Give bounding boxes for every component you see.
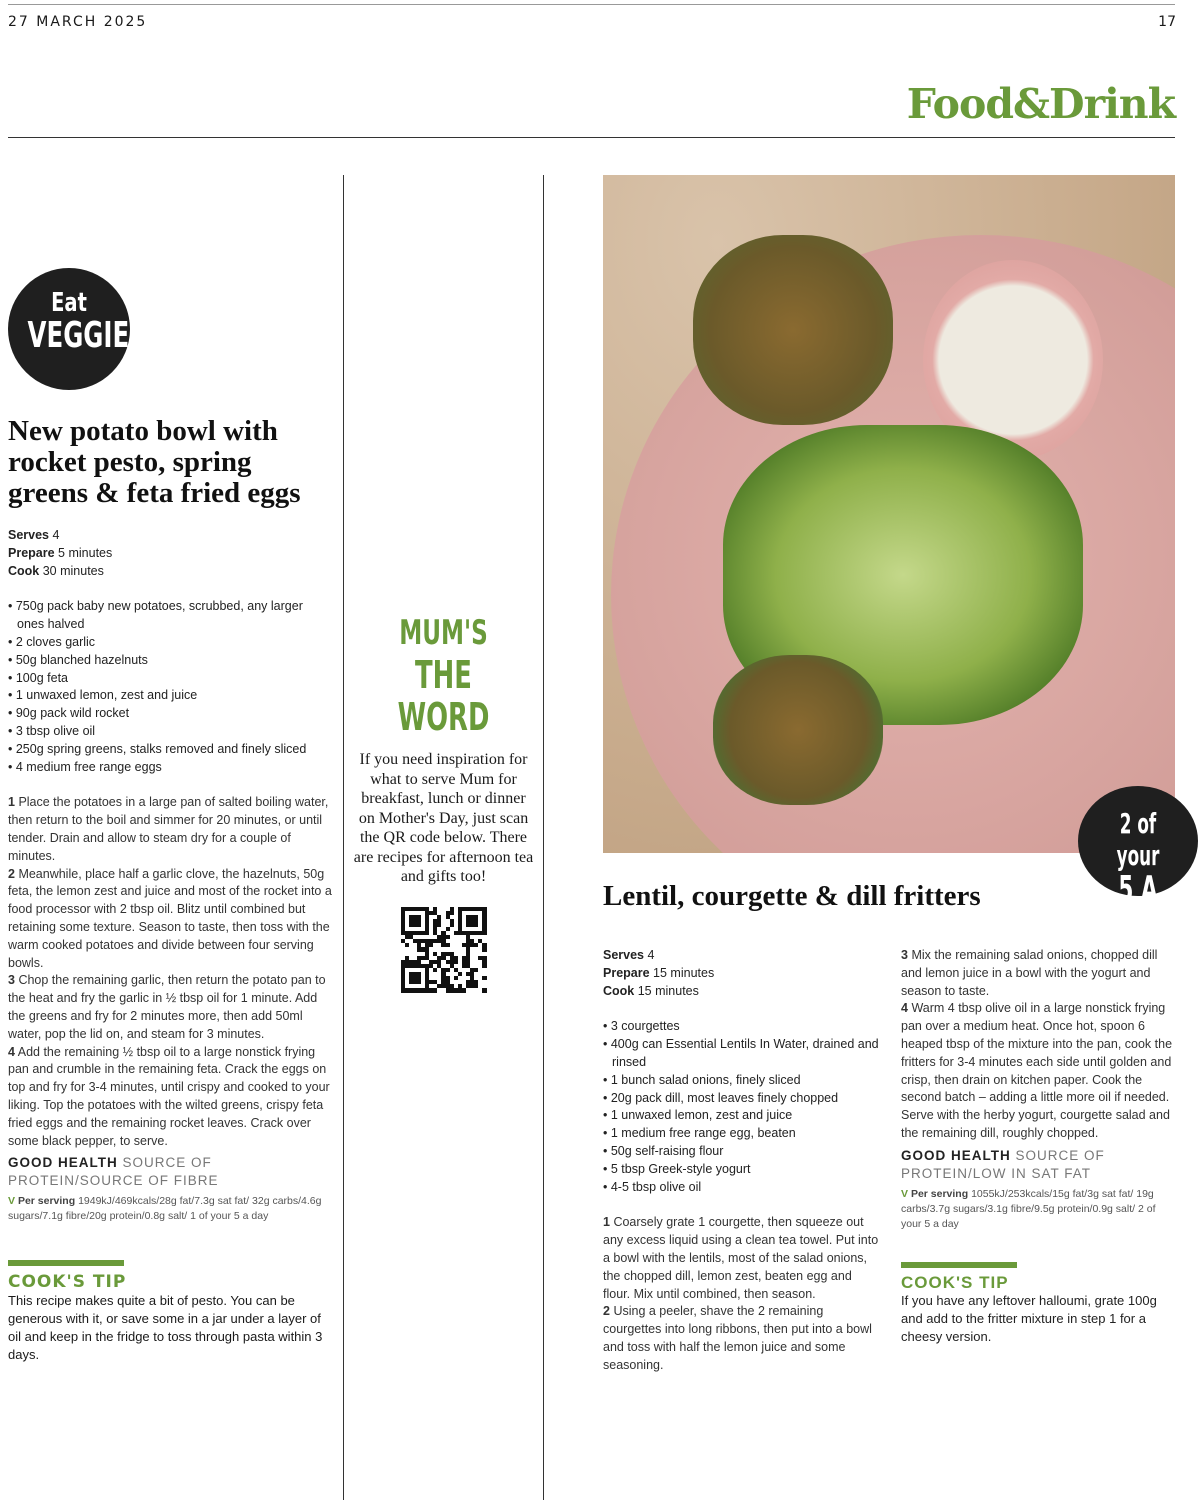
ingredient-item: • 100g feta: [8, 670, 333, 688]
nutrition: [901, 1187, 1175, 1232]
ingredient-item: • 50g blanched hazelnuts: [8, 652, 333, 670]
issue-date: 27 MARCH 2025: [8, 14, 148, 30]
ingredient-item: • 20g pack dill, most leaves finely chopped: [603, 1090, 880, 1108]
step-text: Warm 4 tbsp olive oil in a large nonstick frying pan over a medium heat. Once hot, spoon 6 heaped tbsp of the mixture into the pan, cook the fritters for 3-4 minutes each side until golden and crisp, then drain on kitchen paper. Cook the second batch – adding a little more oil if needed. Serve with the herby yogurt, courgette salad and the remaining dill, roughly chopped.: [901, 1001, 1173, 1140]
fritter: [693, 235, 893, 425]
ingredients-list: [8, 598, 333, 776]
heading-line1: MUM'S: [399, 613, 488, 653]
qr-module: [482, 988, 486, 992]
meta-label: Serves: [8, 528, 50, 542]
meta-label: Cook: [603, 983, 635, 998]
recipe-title: Lentil, courgette & dill fritters: [603, 880, 981, 912]
step-text: Mix the remaining salad onions, chopped dill and lemon juice in a bowl with the yogurt and season to taste.: [901, 948, 1158, 998]
nutrition-label: Per serving: [17, 1195, 76, 1208]
cooks-tip: [901, 1262, 1175, 1346]
good-health-label: GOOD HEALTH: [8, 1155, 118, 1171]
meta-row: [8, 527, 333, 545]
meta-label: Prepare: [603, 965, 650, 980]
recipe-title: New potato bowl with rocket pesto, spring greens & feta fried eggs: [8, 415, 301, 509]
fritter: [713, 655, 883, 805]
left-recipe: [8, 527, 333, 1224]
recipe-meta: [8, 527, 333, 580]
column-divider: [543, 175, 544, 1500]
ingredient-item: • 3 tbsp olive oil: [8, 723, 333, 741]
ingredient-item: • 4 medium free range eggs: [8, 759, 333, 777]
heading-line2: THE WORD: [397, 653, 490, 739]
good-health-text: SOURCE OF PROTEIN/LOW IN SAT FAT: [901, 1147, 1105, 1181]
top-rule: [8, 4, 1175, 5]
ingredient-item: • 3 courgettes: [603, 1018, 880, 1036]
ingredient-item: • 1 unwaxed lemon, zest and juice: [8, 687, 333, 705]
ingredient-item: • 5 tbsp Greek-style yogurt: [603, 1161, 880, 1179]
method: [603, 1214, 880, 1374]
good-health-label: GOOD HEALTH: [901, 1147, 1011, 1163]
method: [8, 794, 333, 1150]
header-rule: [8, 137, 1175, 138]
ingredient-item: • 50g self-raising flour: [603, 1143, 880, 1161]
step-text: Coarsely grate 1 courgette, then squeeze out any excess liquid using a clean tea towel. Put into a bowl with the lentils, most of the salad onions, the chopped dill, lemon zest, beaten egg and flour. Mix until combined, then season.: [603, 1215, 879, 1301]
ingredients-list: [603, 1018, 880, 1196]
step-text: Chop the remaining garlic, then return the potato pan to the heat and fry the garlic in ½ tbsp oil for 1 minute. Add the greens and fry for 2 minutes more, then add 50ml water, pop the lid on, and steam for 3 minutes.: [8, 973, 326, 1041]
recipe-meta: [603, 947, 880, 1000]
mums-the-word-text: If you need inspiration for what to serve Mum for breakfast, lunch or dinner on Mother's Day, just scan the QR code below. There are recipes for afternoon tea and gifts too!: [353, 751, 534, 885]
step-text: Place the potatoes in a large pan of salted boiling water, then return to the boil and simmer for 20 minutes, or until tender. Drain and allow to steam dry for a couple of minutes.: [8, 795, 329, 863]
mums-the-word-heading: [352, 612, 535, 738]
meta-label: Prepare: [8, 545, 55, 560]
column-divider: [343, 175, 344, 1500]
section-title: Food&Drink: [906, 80, 1175, 128]
method-step: [603, 1214, 880, 1303]
ingredient-item: • 90g pack wild rocket: [8, 705, 333, 723]
left-column: [8, 268, 333, 1364]
ingredient-item: • 2 cloves garlic: [8, 634, 333, 652]
tip-title: COOK'S TIP: [8, 1272, 127, 1293]
step-text: Using a peeler, shave the 2 remaining courgettes into long ribbons, then put into a bowl and toss with half the lemon juice and some seasoning.: [603, 1304, 872, 1372]
nutrition-text: 1949kJ/469kcals/28g fat/7.3g sat fat/ 32g carbs/4.6g sugars/7.1g fibre/20g protein/0.8g salt/ 1 of your 5 a day: [8, 1195, 322, 1223]
tip-bar: [8, 1260, 124, 1266]
tip-bar: [901, 1262, 1017, 1268]
step-text: Meanwhile, place half a garlic clove, the hazelnuts, 50g feta, the lemon zest and juice and most of the rocket into a food processor with 2 tbsp oil. Blitz until combined but retaining some texture. Season to taste, then toss with the warm cooked potatoes and divide between four serving bowls.: [8, 866, 332, 970]
vegetarian-icon: V: [901, 1187, 909, 1200]
step-number: 3: [8, 973, 15, 988]
badge-line1: 2 of your: [1116, 807, 1160, 872]
nutrition-label: Per serving: [910, 1187, 969, 1200]
meta-value: 5 minutes: [58, 545, 113, 560]
meta-value: 4: [647, 948, 655, 962]
step-text: Add the remaining ½ tbsp oil to a large nonstick frying pan and crumble in the remaining feta. Crack the eggs on top and fry for 3-4 minutes, until crispy and cooked to your liking. Top the potatoes with the wilted greens, crispy feta fried eggs and the remaining rocket leaves. Crack over some black pepper, to serve.: [8, 1044, 330, 1148]
good-health-text: SOURCE OF PROTEIN/SOURCE OF FIBRE: [8, 1155, 219, 1189]
step-number: 1: [8, 795, 15, 810]
qr-code[interactable]: [401, 907, 487, 993]
step-number: 2: [8, 866, 15, 881]
ingredient-item: • 750g pack baby new potatoes, scrubbed, any larger ones halved: [8, 598, 333, 634]
meta-value: 15 minutes: [653, 965, 715, 980]
meta-row: [603, 965, 880, 983]
tip-text: This recipe makes quite a bit of pesto. You can be generous with it, or save some in a jar under a layer of oil and keep in the fridge to toss through pasta within 3 days.: [8, 1293, 323, 1363]
step-number: 4: [901, 1001, 908, 1016]
method-step: [8, 1044, 333, 1151]
vegetarian-icon: V: [8, 1195, 16, 1208]
good-health: [8, 1154, 333, 1190]
method-step: [901, 947, 1175, 1000]
ingredient-item: • 250g spring greens, stalks removed and finely sliced: [8, 741, 333, 759]
step-number: 4: [8, 1044, 15, 1059]
badge-line1: Eat: [51, 288, 87, 318]
ingredient-item: • 1 bunch salad onions, finely sliced: [603, 1072, 880, 1090]
middle-column: [352, 612, 535, 993]
step-number: 2: [603, 1304, 610, 1319]
badge-line2: VEGGIE: [27, 315, 130, 356]
ingredient-item: • 4-5 tbsp olive oil: [603, 1179, 880, 1197]
tip-text: If you have any leftover halloumi, grate 100g and add to the fritter mixture in step 1 for a cheesy version.: [901, 1292, 1157, 1344]
right-recipe-col1: [603, 947, 880, 1375]
meta-row: [8, 563, 333, 581]
meta-label: Cook: [8, 563, 40, 578]
ingredient-item: • 1 medium free range egg, beaten: [603, 1125, 880, 1143]
meta-row: [603, 947, 880, 965]
five-a-day-badge: [1078, 786, 1198, 946]
badge-line2: 5 A DAY: [1113, 869, 1163, 946]
meta-row: [603, 983, 880, 1001]
tip-title: COOK'S TIP: [901, 1272, 1009, 1292]
eat-veggie-badge: [8, 268, 130, 390]
method-step: [8, 794, 333, 865]
ingredient-item: • 1 unwaxed lemon, zest and juice: [603, 1107, 880, 1125]
method-step: [8, 972, 333, 1043]
meta-value: 4: [52, 528, 60, 542]
step-number: 3: [901, 948, 908, 962]
good-health: [901, 1147, 1175, 1183]
method-step: [8, 866, 333, 973]
meta-value: 15 minutes: [637, 983, 699, 998]
nutrition: [8, 1194, 333, 1224]
meta-label: Serves: [603, 948, 645, 962]
method-step: [901, 1000, 1175, 1142]
cooks-tip: [8, 1260, 333, 1364]
method-step: [603, 1303, 880, 1374]
step-number: 1: [603, 1215, 610, 1230]
right-recipe-col2: [901, 947, 1175, 1346]
page-number: 17: [1158, 14, 1176, 30]
ingredient-item: • 400g can Essential Lentils In Water, drained and rinsed: [603, 1036, 880, 1072]
meta-value: 30 minutes: [42, 563, 104, 578]
method: [901, 947, 1175, 1143]
meta-row: [8, 545, 333, 563]
fritters-photo: [603, 175, 1175, 853]
nutrition-text: 1055kJ/253kcals/15g fat/3g sat fat/ 19g carbs/3.7g sugars/3.1g fibre/9.5g protein/0.9g salt/ 2 of your 5 a day: [901, 1187, 1156, 1230]
